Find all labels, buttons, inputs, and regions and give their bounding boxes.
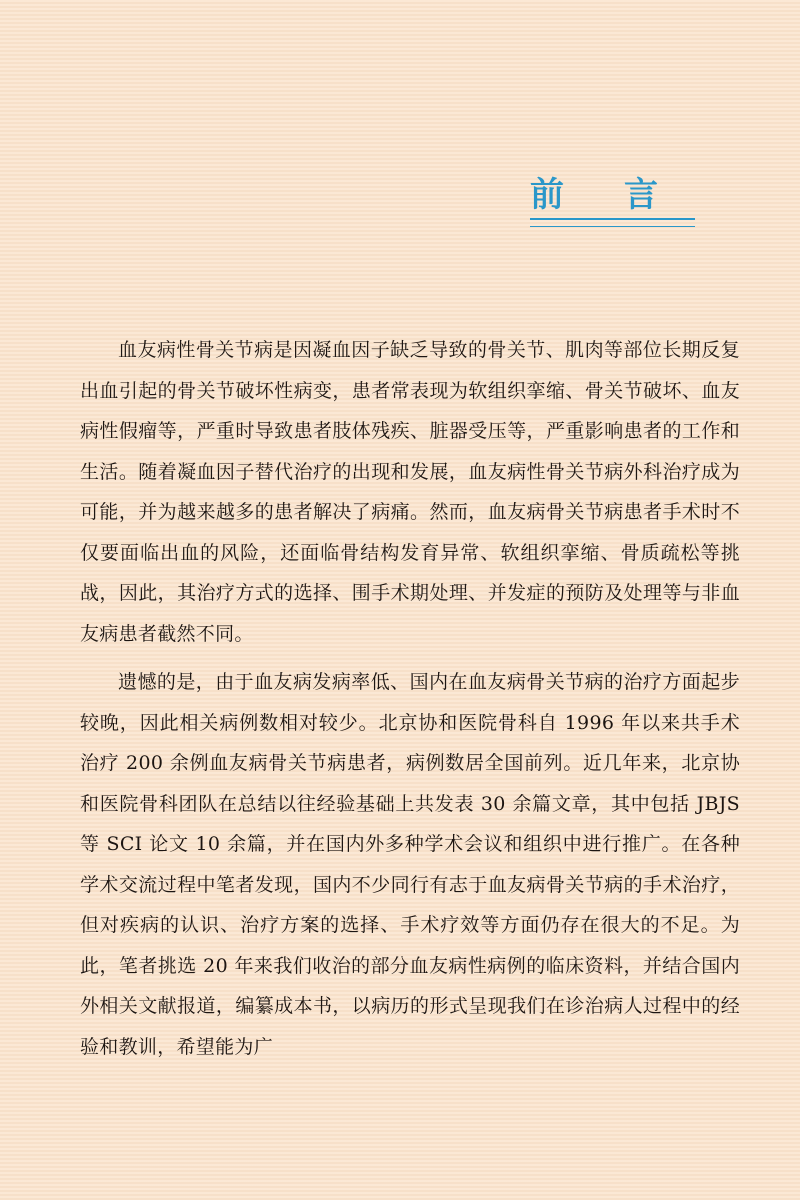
title-underline-thin	[530, 226, 695, 227]
preface-heading	[530, 170, 718, 250]
title-underline	[530, 218, 695, 220]
preface-body	[80, 330, 740, 1067]
paragraph-2: 遗憾的是，由于血友病发病率低、国内在血友病骨关节病的治疗方面起步较晚，因此相关病例数相对较少。北京协和医院骨科自 1996 年以来共手术治疗 200 余例血友病骨关节病患者，病例数居全国前列。近几年来，北京协和医院骨科团队在总结以往经验基础上共发表 30 余篇文章，其中包括 JBJS 等 SCI 论文 10 余篇，并在国内外多种学术会议和组织中进行推广。在各种学术交流过程中笔者发现，国内不少同行有志于血友病骨关节病的手术治疗，但对疾病的认识、治疗方案的选择、手术疗效等方面仍存在很大的不足。为此，笔者挑选 20 年来我们收治的部分血友病性病例的临床资料，并结合国内外相关文献报道，编纂成本书，以病历的形式呈现我们在诊治病人过程中的经验和教训，希望能为广	[80, 671, 740, 1058]
paragraph-1: 血友病性骨关节病是因凝血因子缺乏导致的骨关节、肌肉等部位长期反复出血引起的骨关节破坏性病变，患者常表现为软组织挛缩、骨关节破坏、血友病性假瘤等，严重时导致患者肢体残疾、脏器受压等，严重影响患者的工作和生活。随着凝血因子替代治疗的出现和发展，血友病性骨关节病外科治疗成为可能，并为越来越多的患者解决了病痛。然而，血友病骨关节病患者手术时不仅要面临出血的风险，还面临骨结构发育异常、软组织挛缩、骨质疏松等挑战，因此，其治疗方式的选择、围手术期处理、并发症的预防及处理等与非血友病患者截然不同。	[80, 339, 740, 645]
page-title: 前言	[530, 175, 718, 215]
